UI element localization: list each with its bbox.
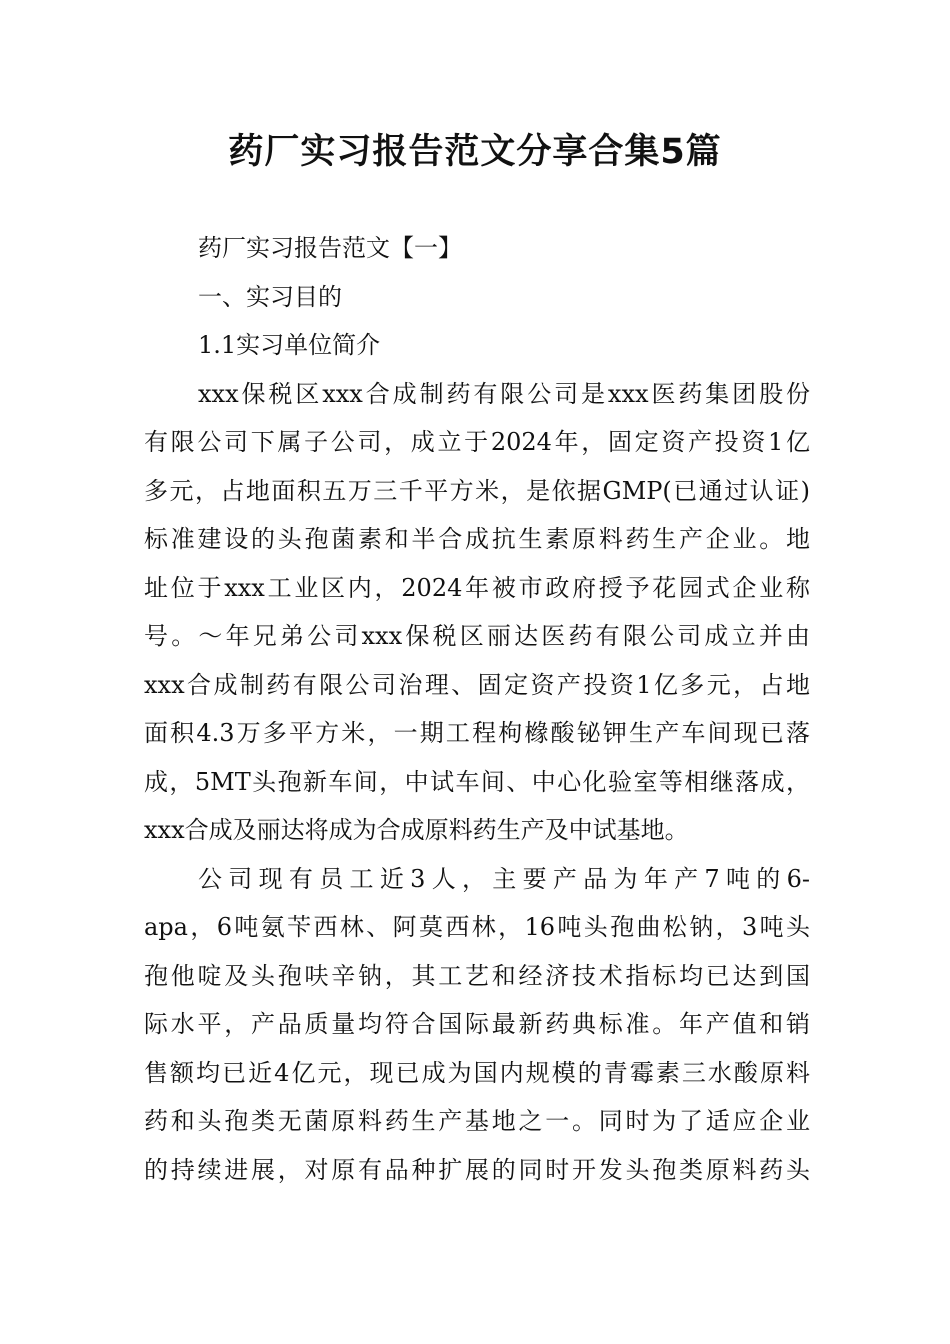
paragraph-line: 际水平，产品质量均符合国际最新药典标准。年产值和销 — [144, 1010, 810, 1038]
paragraph-line: xxx合成制药有限公司治理、固定资产投资1亿多元，占地 — [144, 670, 810, 699]
paragraph-line: 售额均已近4亿元，现已成为国内规模的青霉素三水酸原料 — [144, 1058, 810, 1087]
paragraph-line: 有限公司下属子公司，成立于2024年，固定资产投资1亿 — [144, 428, 810, 456]
paragraph-line: 面积4.3万多平方米，一期工程枸橼酸铋钾生产车间现已落 — [144, 719, 810, 747]
document-body — [144, 224, 810, 1194]
paragraph-line: 址位于xxx工业区内，2024年被市政府授予花园式企业称 — [144, 573, 810, 602]
paragraph-line: 药和头孢类无菌原料药生产基地之一。同时为了适应企业 — [144, 1107, 810, 1135]
paragraph-line: 孢他啶及头孢呋辛钠，其工艺和经济技术指标均已达到国 — [144, 961, 810, 990]
paragraph-line: 成，5MT头孢新车间，中试车间、中心化验室等相继落成， — [144, 767, 810, 796]
paragraph-company-intro — [144, 370, 810, 855]
paragraph-line: apa，6吨氨苄西林、阿莫西林，16吨头孢曲松钠，3吨头 — [144, 913, 810, 941]
section-heading: 药厂实习报告范文【一】 — [198, 234, 462, 262]
paragraph-line: 公司现有员工近3人，主要产品为年产7吨的6- — [198, 864, 810, 893]
paragraph-line: 的持续进展，对原有品种扩展的同时开发头孢类原料药头 — [144, 1155, 810, 1184]
paragraph-line: 多元，占地面积五万三千平方米，是依据GMP(已通过认证) — [144, 476, 810, 505]
heading-objective: 一、实习目的 — [198, 282, 342, 311]
heading-company-intro: 1.1实习单位简介 — [198, 331, 381, 359]
paragraph-line: xxx合成及丽达将成为合成原料药生产及中试基地。 — [144, 816, 689, 844]
paragraph-line: 标准建设的头孢菌素和半合成抗生素原料药生产企业。地 — [144, 525, 810, 553]
document-title: 药厂实习报告范文分享合集5篇 — [228, 132, 722, 172]
paragraph-products — [144, 855, 810, 1195]
paragraph-line: 号。～年兄弟公司xxx保税区丽达医药有限公司成立并由 — [144, 622, 810, 650]
paragraph-line: xxx保税区xxx合成制药有限公司是xxx医药集团股份 — [198, 379, 810, 408]
